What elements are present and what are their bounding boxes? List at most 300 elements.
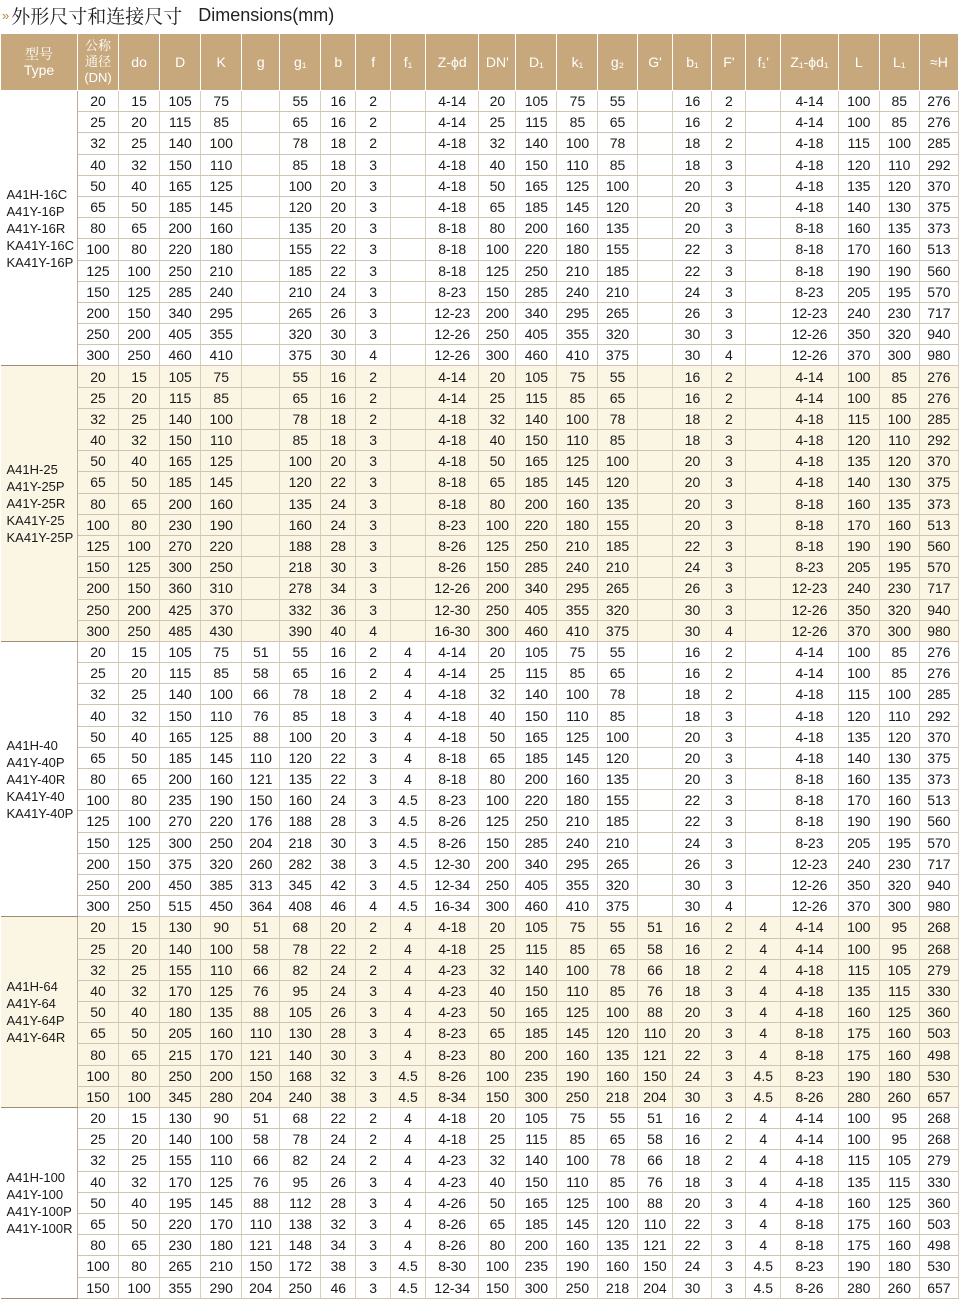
table-cell: 160 [557,769,598,790]
table-cell: 120 [838,154,879,175]
table-cell: 205 [838,281,879,302]
model-group [1,641,959,916]
table-cell: 55 [598,366,637,387]
table-cell: 657 [919,1086,958,1107]
table-cell: 3 [356,1002,391,1023]
table-cell: 8-26 [426,811,479,832]
table-cell: 2 [712,641,746,662]
table-cell: 100 [838,938,879,959]
page-title [0,0,959,30]
table-cell: 3 [712,239,746,260]
table-cell: 40 [479,980,516,1001]
table-cell: 28 [321,1023,356,1044]
table-cell: 3 [356,832,391,853]
table-cell [637,196,673,217]
table-cell: 140 [838,472,879,493]
table-cell: 373 [919,769,958,790]
table-cell: 370 [838,345,879,366]
table-cell: 12-26 [426,578,479,599]
table-cell: 405 [516,324,557,345]
table-cell: 140 [160,938,201,959]
table-cell: 4-14 [781,1129,839,1150]
table-cell: 4-18 [781,1171,839,1192]
table-cell: 22 [321,239,356,260]
table-cell [637,302,673,323]
table-cell: 2 [712,366,746,387]
table-cell: 3 [356,578,391,599]
table-cell: 4-14 [426,387,479,408]
table-cell: 20 [479,641,516,662]
table-cell: 32 [78,684,119,705]
table-cell: 8-18 [781,1235,839,1256]
column-header: g [242,34,280,91]
table-cell: 20 [321,451,356,472]
table-cell: 165 [516,726,557,747]
table-cell: 4 [391,1192,426,1213]
table-cell: 120 [879,175,919,196]
table-cell: 115 [160,112,201,133]
table-cell [391,175,426,196]
table-cell: 250 [78,324,119,345]
table-cell: 150 [160,705,201,726]
table-cell: 4-18 [426,917,479,938]
model-type-cell: A41H-16C A41Y-16P A41Y-16R KA41Y-16C KA41Y-16P [1,91,78,366]
table-row [1,514,959,535]
table-cell: 300 [78,896,119,917]
table-cell [242,557,280,578]
table-cell: 145 [557,747,598,768]
table-cell: 85 [280,430,321,451]
table-row [1,493,959,514]
table-cell: 4-18 [781,175,839,196]
table-cell: 38 [321,853,356,874]
table-cell: 279 [919,1150,958,1171]
table-cell: 8-18 [781,493,839,514]
table-cell: 373 [919,218,958,239]
table-cell: 75 [201,366,242,387]
table-cell: 980 [919,620,958,641]
table-cell: 4 [391,726,426,747]
table-cell: 150 [160,154,201,175]
table-cell: 55 [598,917,637,938]
table-cell: 3 [712,260,746,281]
table-cell: 292 [919,705,958,726]
table-cell: 3 [356,472,391,493]
table-cell [391,578,426,599]
table-cell: 130 [160,917,201,938]
table-cell: 121 [242,1235,280,1256]
table-cell [637,599,673,620]
table-cell: 4-14 [781,1108,839,1129]
table-cell: 110 [201,1150,242,1171]
table-cell: 980 [919,896,958,917]
table-cell: 20 [673,472,712,493]
table-cell: 268 [919,1108,958,1129]
table-cell: 82 [280,959,321,980]
table-cell: 95 [879,1108,919,1129]
table-cell: 40 [479,1171,516,1192]
table-cell: 360 [919,1192,958,1213]
table-cell: 100 [78,790,119,811]
table-cell: 150 [242,1065,280,1086]
table-cell: 40 [119,175,160,196]
table-cell: 150 [516,430,557,451]
table-cell: 135 [838,1171,879,1192]
table-cell: 240 [280,1086,321,1107]
table-cell: 28 [321,811,356,832]
table-cell: 210 [201,260,242,281]
table-cell: 26 [321,1171,356,1192]
table-cell: 3 [712,705,746,726]
table-cell [637,345,673,366]
table-cell: 185 [160,196,201,217]
table-cell: 265 [598,853,637,874]
table-cell: 25 [119,408,160,429]
table-cell: 160 [838,218,879,239]
table-cell: 235 [516,1256,557,1277]
table-cell: 3 [712,535,746,556]
table-cell: 3 [356,811,391,832]
table-cell: 20 [321,196,356,217]
table-cell: 4-14 [781,663,839,684]
table-cell: 360 [160,578,201,599]
table-cell: 100 [557,959,598,980]
table-cell: 3 [356,853,391,874]
table-cell: 100 [78,1256,119,1277]
table-cell: 204 [242,832,280,853]
table-cell: 3 [356,239,391,260]
table-cell: 200 [479,853,516,874]
table-cell: 16-30 [426,620,479,641]
table-cell: 717 [919,853,958,874]
table-cell: 100 [557,133,598,154]
table-cell [637,281,673,302]
table-cell: 3 [356,790,391,811]
table-cell: 300 [479,620,516,641]
table-cell: 80 [78,493,119,514]
table-cell: 165 [160,451,201,472]
table-cell: 2 [712,1150,746,1171]
table-cell: 4.5 [391,790,426,811]
table-cell: 85 [201,663,242,684]
table-cell: 32 [479,408,516,429]
table-cell: 80 [479,769,516,790]
table-cell: 3 [712,514,746,535]
table-cell: 30 [321,557,356,578]
table-cell [637,790,673,811]
table-cell: 51 [637,1108,673,1129]
table-cell: 292 [919,154,958,175]
table-cell: 12-23 [781,578,839,599]
table-cell: 3 [712,853,746,874]
table-cell: 276 [919,663,958,684]
table-cell: 185 [516,747,557,768]
table-cell: 80 [119,239,160,260]
table-cell: 340 [160,302,201,323]
table-cell: 95 [879,917,919,938]
table-cell: 265 [160,1256,201,1277]
column-header: ≈H [919,34,958,91]
table-cell: 78 [598,959,637,980]
chevron-right-icon: » [2,7,8,23]
table-cell: 3 [712,472,746,493]
table-cell: 80 [119,790,160,811]
table-cell: 320 [201,853,242,874]
table-cell: 16 [321,112,356,133]
table-cell: 260 [242,853,280,874]
table-cell: 460 [160,345,201,366]
table-row [1,1044,959,1065]
table-cell: 240 [201,281,242,302]
table-cell: 26 [673,853,712,874]
table-cell: 8-23 [781,1256,839,1277]
table-cell: 4-18 [781,472,839,493]
table-cell: 12-26 [781,324,839,345]
table-cell: 20 [78,1108,119,1129]
table-cell: 3 [356,747,391,768]
table-cell: 276 [919,112,958,133]
table-cell: 8-23 [426,281,479,302]
table-cell: 22 [321,938,356,959]
table-cell: 88 [637,1002,673,1023]
table-cell: 18 [673,1171,712,1192]
table-cell: 200 [119,599,160,620]
table-cell: 20 [78,641,119,662]
table-cell: 175 [838,1213,879,1234]
table-cell: 360 [919,1002,958,1023]
table-cell: 65 [598,387,637,408]
table-cell: 300 [516,1277,557,1298]
table-cell: 160 [598,1065,637,1086]
table-cell [242,345,280,366]
table-cell [746,874,781,895]
table-cell: 210 [557,535,598,556]
table-cell: 165 [516,1192,557,1213]
table-cell: 200 [78,853,119,874]
table-cell: 4-18 [426,705,479,726]
table-cell [746,832,781,853]
table-cell: 66 [242,684,280,705]
table-cell: 3 [712,790,746,811]
table-cell: 115 [838,1150,879,1171]
table-cell: 4.5 [391,1256,426,1277]
table-cell: 100 [479,239,516,260]
table-cell: 125 [479,811,516,832]
table-cell: 4 [356,620,391,641]
table-row [1,408,959,429]
table-cell: 130 [280,1023,321,1044]
table-cell: 390 [280,620,321,641]
table-cell: 2 [356,663,391,684]
model-group [1,366,959,641]
table-cell: 4 [712,896,746,917]
table-cell: 85 [557,938,598,959]
table-cell: 25 [479,1129,516,1150]
table-cell: 20 [673,493,712,514]
table-cell: 3 [356,1277,391,1298]
table-cell: 32 [119,1171,160,1192]
table-cell: 125 [78,260,119,281]
table-cell: 3 [712,1086,746,1107]
table-cell: 150 [479,832,516,853]
table-cell [391,366,426,387]
table-cell: 46 [321,1277,356,1298]
table-cell [242,620,280,641]
table-cell: 410 [557,620,598,641]
table-cell: 370 [838,896,879,917]
table-cell [637,366,673,387]
table-cell [746,726,781,747]
table-cell: 175 [838,1044,879,1065]
table-cell: 265 [598,302,637,323]
table-cell: 160 [879,1235,919,1256]
table-cell: 3 [356,514,391,535]
table-cell: 115 [879,1171,919,1192]
table-cell: 15 [119,91,160,112]
table-cell: 22 [673,239,712,260]
table-cell: 65 [119,1235,160,1256]
table-cell: 88 [637,1192,673,1213]
table-cell: 200 [516,218,557,239]
table-cell: 125 [557,726,598,747]
table-cell: 75 [557,917,598,938]
table-cell: 4 [391,1235,426,1256]
table-cell: 3 [712,175,746,196]
table-cell: 32 [119,980,160,1001]
table-cell: 3 [712,218,746,239]
table-cell: 4 [746,1171,781,1192]
table-row [1,1277,959,1298]
table-cell: 140 [160,684,201,705]
table-header [1,34,959,91]
table-cell: 55 [280,366,321,387]
table-cell [391,302,426,323]
column-header: 公称 通径 (DN) [78,34,119,91]
table-cell [637,705,673,726]
table-cell: 200 [119,874,160,895]
table-cell: 185 [598,811,637,832]
table-cell: 120 [598,1213,637,1234]
table-cell: 12-26 [426,345,479,366]
title-chinese: 外形尺寸和连接尺寸 [11,5,183,28]
table-cell: 78 [598,684,637,705]
table-cell: 25 [78,938,119,959]
table-cell: 570 [919,557,958,578]
table-cell [637,535,673,556]
table-cell [746,663,781,684]
table-cell: 4 [746,1108,781,1129]
table-cell: 30 [673,599,712,620]
table-cell: 717 [919,302,958,323]
table-cell: 20 [673,747,712,768]
table-cell: 121 [637,1044,673,1065]
table-cell [637,218,673,239]
table-cell: 340 [516,853,557,874]
table-cell: 2 [712,663,746,684]
header-row [1,34,959,91]
table-row [1,1086,959,1107]
table-cell: 100 [879,408,919,429]
table-cell: 4 [391,641,426,662]
table-cell: 230 [879,853,919,874]
table-cell [391,430,426,451]
table-cell [242,430,280,451]
table-cell: 85 [598,1171,637,1192]
table-cell: 8-18 [781,218,839,239]
table-cell: 100 [598,451,637,472]
table-cell: 22 [673,1235,712,1256]
table-cell: 20 [119,663,160,684]
table-row [1,557,959,578]
table-cell: 125 [879,1002,919,1023]
table-cell [746,218,781,239]
table-cell: 218 [598,1086,637,1107]
table-cell: 65 [598,663,637,684]
table-cell: 100 [201,938,242,959]
table-cell: 4-18 [426,196,479,217]
table-cell: 3 [356,281,391,302]
table-cell: 240 [838,853,879,874]
table-cell: 280 [838,1277,879,1298]
table-cell: 450 [201,896,242,917]
table-cell: 3 [356,1171,391,1192]
table-cell: 55 [598,641,637,662]
table-cell: 185 [516,472,557,493]
column-header: L [838,34,879,91]
table-cell: 8-18 [781,1044,839,1065]
table-cell: 370 [919,451,958,472]
table-cell: 4 [746,938,781,959]
table-cell: 105 [516,91,557,112]
table-cell [391,408,426,429]
table-cell [746,345,781,366]
table-cell: 8-23 [781,281,839,302]
table-cell: 32 [321,1065,356,1086]
table-cell: 15 [119,366,160,387]
table-cell: 8-18 [426,472,479,493]
table-cell: 82 [280,1150,321,1171]
table-cell: 3 [356,1044,391,1065]
table-cell: 4-18 [781,705,839,726]
table-cell: 375 [919,196,958,217]
table-cell: 40 [119,1192,160,1213]
table-cell: 85 [879,663,919,684]
table-cell: 36 [321,599,356,620]
table-cell: 160 [557,218,598,239]
table-cell: 160 [280,514,321,535]
table-cell: 125 [201,175,242,196]
table-cell: 460 [516,896,557,917]
table-cell: 4-18 [426,133,479,154]
table-row [1,260,959,281]
table-cell: 50 [119,472,160,493]
table-cell: 190 [201,790,242,811]
table-cell: 8-18 [426,218,479,239]
table-cell: 160 [879,790,919,811]
table-cell: 170 [838,790,879,811]
table-cell: 195 [160,1192,201,1213]
table-cell [746,451,781,472]
table-cell: 4.5 [391,811,426,832]
table-cell: 78 [280,938,321,959]
table-cell: 4 [746,1044,781,1065]
table-cell: 276 [919,91,958,112]
table-cell [746,747,781,768]
table-cell: 185 [598,535,637,556]
table-cell: 105 [516,917,557,938]
table-cell: 145 [557,1213,598,1234]
model-type-cell: A41H-25 A41Y-25P A41Y-25R KA41Y-25 KA41Y-25P [1,366,78,641]
